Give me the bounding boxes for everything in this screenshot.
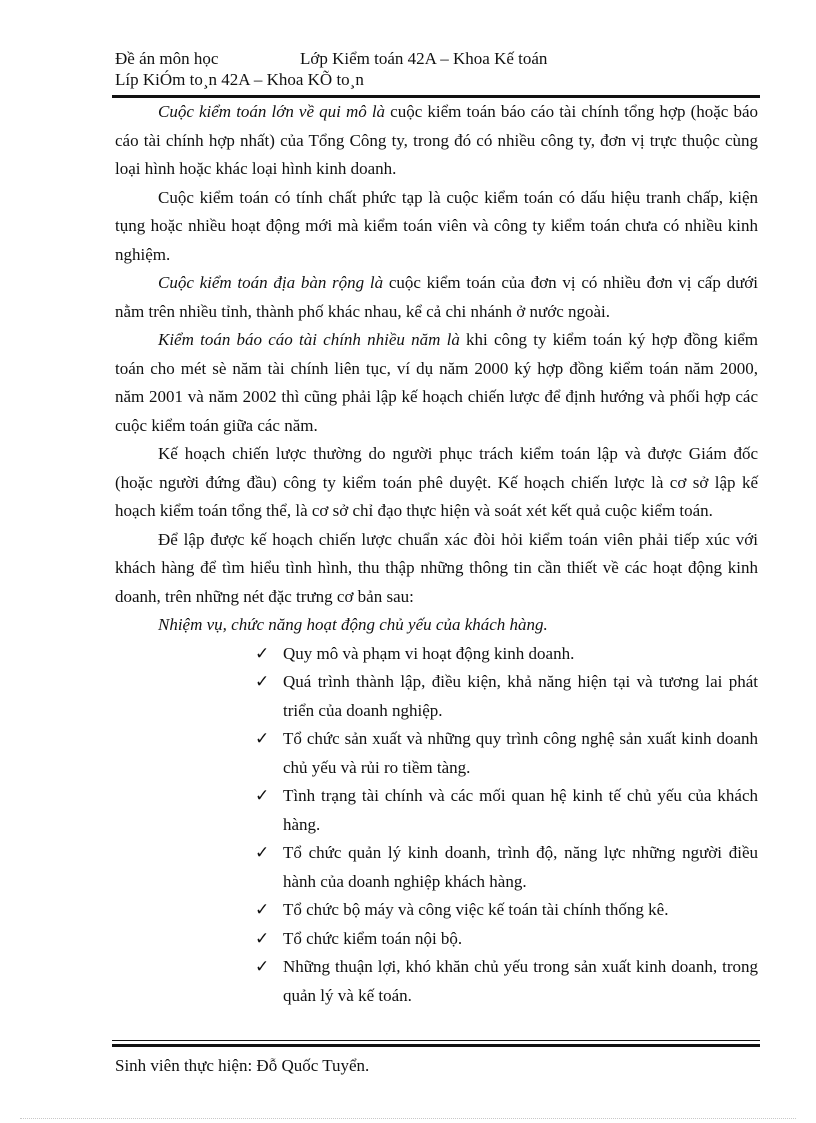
paragraph-lead: Kiểm toán báo cáo tài chính nhiều năm là <box>158 330 460 349</box>
list-item-text: Quy mô và phạm vi hoạt động kinh doanh. <box>283 643 575 663</box>
paragraph <box>115 269 758 326</box>
paragraph-text: Để lập được kế hoạch chiến lược chuẩn xác đòi hỏi kiểm toán viên phải tiếp xúc với khách hàng để tìm hiểu tình hình, thu thập những thông tin cần thiết về các hoạt động kinh doanh, trên những nét đặc trưng cơ bản sau: <box>115 529 758 606</box>
paragraph-text: cuộc kiểm toán của đơn vị có nhiều đơn vị cấp dưới nằm trên nhiều tỉnh, thành phố khác nhau, kể cả chi nhánh ở nước ngoài. <box>115 273 758 321</box>
check-icon: ✓ <box>255 729 270 748</box>
list-item-text: Tổ chức kiểm toán nội bộ. <box>283 928 463 948</box>
list-item <box>255 839 758 896</box>
paragraph-text: khi công ty kiểm toán ký hợp đồng kiểm toán cho mét sè năm tài chính liên tục, ví dụ năm 2000 ký hợp đồng kiểm toán năm 2000, năm 2001 và năm 2002 thì cũng phải lập kế hoạch chiến lược để định hướng và phối hợp các cuộc kiểm toán giữa các năm. <box>115 330 758 435</box>
list-item-text: Tổ chức bộ máy và công việc kế toán tài chính thống kê. <box>283 900 669 919</box>
check-icon: ✓ <box>255 672 270 691</box>
check-icon: ✓ <box>255 843 270 862</box>
page-header <box>115 48 760 90</box>
document-body <box>115 98 758 1010</box>
list-heading: Nhiệm vụ, chức năng hoạt động chủ yếu của khách hàng. <box>158 615 548 634</box>
paragraph-lead: Cuộc kiểm toán lớn về qui mô là <box>158 102 386 121</box>
header-garbled-line: Líp KiÓm to¸n 42A – Khoa KÕ to¸n <box>115 70 364 89</box>
header-row <box>115 48 760 69</box>
page-footer: Sinh viên thực hiện: Đỗ Quốc Tuyển. <box>115 1056 370 1075</box>
paragraph <box>115 440 758 526</box>
paragraph-text: Kế hoạch chiến lược thường do người phục trách kiểm toán lập và được Giám đốc (hoặc người đứng đầu) công ty kiểm toán phê duyệt. Kế hoạch chiến lược là cơ sở lập kế hoạch kiểm toán tổng thể, là cơ sở chỉ đạo thực hiện và soát xét kết quả cuộc kiểm toán. <box>115 444 758 520</box>
check-icon: ✓ <box>255 643 270 663</box>
paragraph <box>115 526 758 612</box>
footer-rule <box>112 1044 760 1047</box>
list-item <box>255 640 758 669</box>
list-item-text: Tổ chức quản lý kinh doanh, trình độ, năng lực những người điều hành của doanh nghiệp khách hàng. <box>283 843 758 891</box>
list-item <box>255 953 758 1010</box>
paragraph-text: Cuộc kiểm toán có tính chất phức tạp là cuộc kiểm toán có dấu hiệu tranh chấp, kiện tụng hoặc nhiều hoạt động mới mà kiểm toán viên và công ty kiểm toán chưa có nhiều kinh nghiệm. <box>115 187 758 264</box>
list-item-text: Tổ chức sản xuất và những quy trình công nghệ sản xuất kinh doanh chủ yếu và rủi ro tiềm tàng. <box>283 729 758 777</box>
list-item <box>255 668 758 725</box>
paragraph <box>115 98 758 184</box>
paragraph-text: cuộc kiểm toán báo cáo tài chính tổng hợp (hoặc báo cáo tài chính hợp nhất) của Tổng Công ty, trong đó có nhiều công ty, đơn vị trực thuộc cùng loại hình hoặc khác loại hình kinh doanh. <box>115 102 758 178</box>
header-class: Lớp Kiểm toán 42A – Khoa Kế toán <box>300 49 548 68</box>
paragraph-lead: Cuộc kiểm toán địa bàn rộng là <box>158 273 384 292</box>
paragraph <box>115 184 758 270</box>
check-icon: ✓ <box>255 957 270 976</box>
checklist <box>115 640 758 1011</box>
list-item <box>255 925 758 954</box>
list-item-text: Quá trình thành lập, điều kiện, khả năng hiện tại và tương lai phát triển của doanh nghiệp. <box>283 672 758 720</box>
paragraph <box>115 326 758 440</box>
footer-rule-thin <box>112 1040 760 1041</box>
header-course: Đề án môn học <box>115 49 219 68</box>
list-item <box>255 782 758 839</box>
check-icon: ✓ <box>255 786 270 805</box>
list-item <box>255 896 758 925</box>
list-item-text: Tình trạng tài chính và các mối quan hệ kinh tế chủ yếu của khách hàng. <box>283 786 758 834</box>
check-icon: ✓ <box>255 900 270 919</box>
list-item <box>255 725 758 782</box>
list-item-text: Những thuận lợi, khó khăn chủ yếu trong sản xuất kinh doanh, trong quản lý và kế toán. <box>283 957 758 1005</box>
page-break-line <box>20 1118 796 1119</box>
check-icon: ✓ <box>255 928 270 948</box>
